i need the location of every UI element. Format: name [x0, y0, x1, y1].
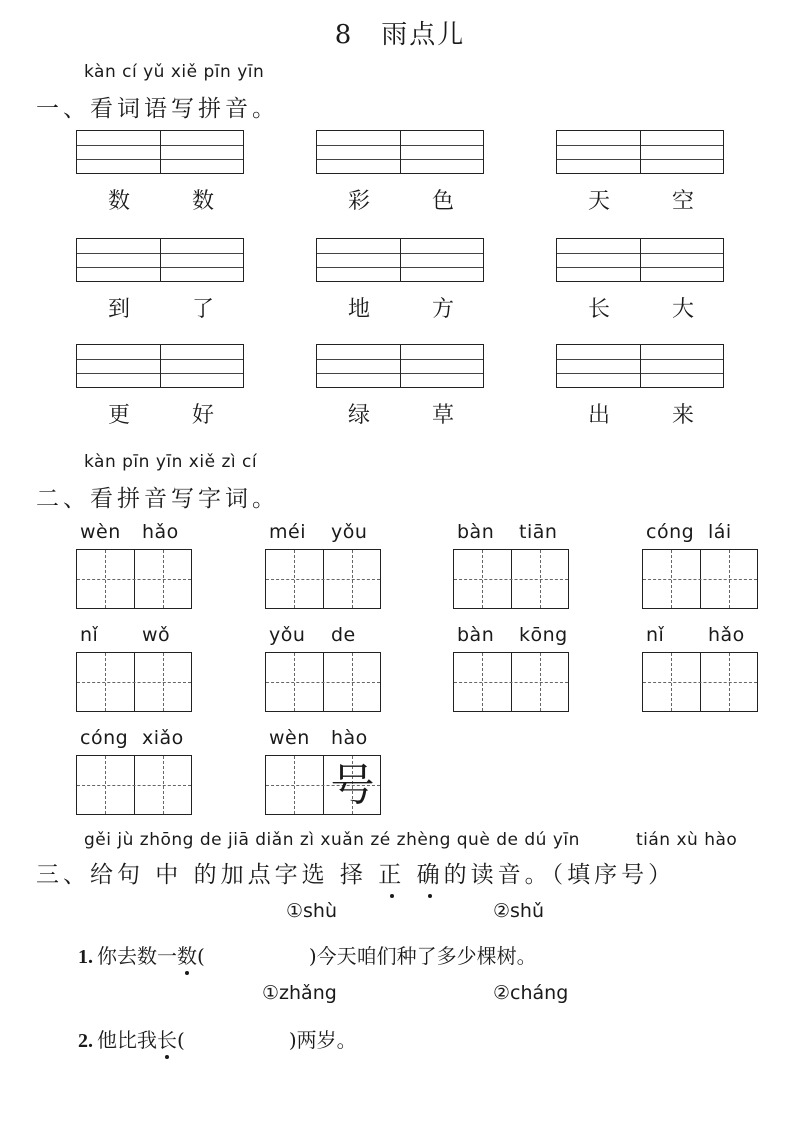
word-char: 大	[672, 297, 695, 322]
pinyin-label: bàn	[457, 521, 495, 543]
pinyin-label: hǎo	[708, 624, 745, 646]
pinyin-box[interactable]	[556, 344, 724, 388]
pinyin-box[interactable]	[316, 238, 484, 282]
lesson-title: 雨点儿	[381, 20, 466, 50]
pinyin-label: yǒu	[331, 521, 368, 543]
word-char: 长	[588, 297, 611, 322]
section1-pinyin: kàn cí yǔ xiě pīn yīn	[84, 62, 265, 82]
question-2: 2. 他比我长( )两岁。	[78, 1024, 357, 1053]
pinyin-label: nǐ	[80, 624, 99, 646]
word-char: 地	[348, 297, 371, 322]
word-char: 空	[672, 189, 695, 214]
word-char: 绿	[348, 403, 371, 428]
tianzige-box[interactable]	[453, 652, 569, 712]
q2-option-2: ②cháng	[493, 982, 569, 1004]
pinyin-box[interactable]	[316, 130, 484, 174]
pinyin-label: cóng	[80, 727, 129, 749]
section3-pinyin-b: tián xù hào	[636, 830, 738, 850]
pinyin-label: méi	[269, 521, 306, 543]
word-char: 彩	[348, 189, 371, 214]
q2-option-1: ①zhǎng	[262, 982, 337, 1004]
word-char: 更	[108, 403, 131, 428]
pinyin-label: kōng	[519, 624, 568, 646]
tianzige-box[interactable]	[265, 755, 381, 815]
section2-pinyin: kàn pīn yīn xiě zì cí	[84, 452, 258, 472]
word-char: 到	[108, 297, 131, 322]
tianzige-box[interactable]	[76, 652, 192, 712]
tianzige-box[interactable]	[642, 652, 758, 712]
pinyin-label: tiān	[519, 521, 558, 543]
pinyin-label: xiǎo	[142, 727, 184, 749]
pinyin-label: lái	[708, 521, 732, 543]
section3-heading: 三、给句 中 的加点字选 择 正 确的读音。（填序号）	[36, 856, 675, 889]
word-char: 天	[588, 189, 611, 214]
word-char: 来	[672, 403, 695, 428]
pinyin-label: nǐ	[646, 624, 665, 646]
pinyin-box[interactable]	[556, 130, 724, 174]
tianzige-box[interactable]	[265, 652, 381, 712]
word-char: 方	[432, 297, 455, 322]
tianzige-box[interactable]	[642, 549, 758, 609]
word-char: 草	[432, 403, 455, 428]
tianzige-box[interactable]	[76, 755, 192, 815]
pinyin-label: bàn	[457, 624, 495, 646]
lesson-number: 8	[334, 20, 354, 50]
pinyin-box[interactable]	[76, 238, 244, 282]
pinyin-label: wèn	[269, 727, 310, 749]
word-char: 色	[432, 189, 455, 214]
pinyin-label: wèn	[80, 521, 121, 543]
word-char: 了	[192, 297, 215, 322]
tianzige-box[interactable]	[453, 549, 569, 609]
pinyin-label: hǎo	[142, 521, 179, 543]
pinyin-label: hào	[331, 727, 368, 749]
pinyin-box[interactable]	[556, 238, 724, 282]
pinyin-label: wǒ	[142, 624, 171, 646]
word-char: 数	[192, 189, 215, 214]
section3-pinyin-a: gěi jù zhōng de jiā diǎn zì xuǎn zé zhèng què de dú yīn	[84, 830, 580, 850]
page-title	[0, 14, 800, 51]
written-character: 号	[330, 760, 375, 811]
q1-option-2: ②shǔ	[493, 900, 545, 922]
pinyin-box[interactable]	[76, 344, 244, 388]
pinyin-label: yǒu	[269, 624, 306, 646]
section2-heading: 二、看拼音写字词。	[36, 486, 279, 512]
pinyin-label: de	[331, 624, 356, 646]
question-1: 1. 你去数一数( )今天咱们种了多少棵树。	[78, 940, 537, 969]
q1-option-1: ①shù	[286, 900, 338, 922]
word-char: 出	[588, 403, 611, 428]
pinyin-label: cóng	[646, 521, 695, 543]
pinyin-box[interactable]	[76, 130, 244, 174]
word-char: 数	[108, 189, 131, 214]
tianzige-box[interactable]	[265, 549, 381, 609]
word-char: 好	[192, 403, 215, 428]
pinyin-box[interactable]	[316, 344, 484, 388]
tianzige-box[interactable]	[76, 549, 192, 609]
section1-heading: 一、看词语写拼音。	[36, 96, 279, 122]
